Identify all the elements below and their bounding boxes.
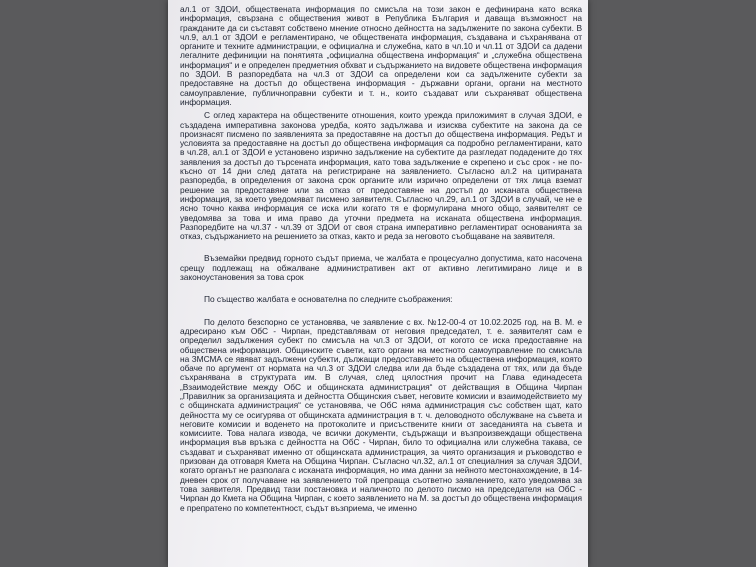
- paragraph-1: ал.1 от ЗДОИ, обществената информация по смисъла на този закон е дефинирана като всяка информация, свързана с обществения живот в Република България и даваща възможност на гражданите да си съставят собствено мнение относно дейността на задължените по закона субекти. В чл.9, ал.1 от ЗДОИ е регламентирано, че обществената информация, създавана и съхранявана от органите и техните администрации, е официална и служебна, като в чл.10 и чл.11 от ЗДОИ са дадени легалните дефиниции на понятията „официална обществена информация“ и „служебна обществена информация“ и е определен предметния обхват и съдържанието на видовете обществена информация по ЗДОИ. В разпоредбата на чл.3 от ЗДОИ са определени кои са задължените субекти за предоставяне на достъп до обществена информация - държавни органи, органи на местното самоуправление, публичноправни субекти и т. н., които създават или съхраняват обществена информация.: [180, 4, 582, 107]
- paragraph-2: С оглед характера на обществените отношения, които урежда приложимият в случая ЗДОИ, е създадена императивна законова уредба, която задължава и изисква субектите на закона да се произнасят писмено по заявленията за предоставяне на достъп до обществена информация. Редът и условията за предоставяне на достъп до обществена информация са подробно регламентирани, като в чл.28, ал.1 от ЗДОИ е установено изрично задължение на субектите да разгледат подадените до тях заявления за достъп до търсената информация, като това задължение е скрепено и със срок - не по-късно от 14 дни след датата на регистриране на заявлението. Съгласно ал.2 на цитираната разпоредба, в определения от закона срок органите или изрично определени от тях лица вземат решение за предоставяне или за отказ от предоставяне на достъп до исканата обществена информация, за което уведомяват писмено заявителя. Съгласно чл.29, ал.1 от ЗДОИ в случай, че не е ясно точно каква информация се иска или когато тя е формулирана много общо, заявителят се уведомява за това и има право да уточни предмета на исканата обществена информация. Разпоредбите на чл.37 - чл.39 от ЗДОИ от своя страна императивно регламентират основанията за отказ, съдържанието на решението за отказ, както и реда за неговото съобщаване на заявителя.: [180, 110, 582, 242]
- document-body: [180, 5, 582, 521]
- paragraph-3: Въземайки предвид горното съдът приема, че жалбата е процесуално допустима, като насочена срещу подлежащ на обжалване административен акт от активно легитимирано лице и в законоустановения за това срок: [180, 253, 582, 283]
- paragraph-4: По същество жалбата е основателна по следните съображения:: [204, 294, 453, 305]
- paragraph-5: По делото безспорно се установява, че заявление с вх. №12-00-4 от 10.02.2025 год. на В. М. е адресирано към ОбС - Чирпан, представлявам от неговия председател, т. е. заявителят сам е определил задължения субект по смисъла на чл.3 от ЗДОИ, от когото се иска предоставяне на обществена информация. Общинските съвети, като органи на местното самоуправление по смисъла на ЗМСМА се явяват задължени субекти, дължащи предоставянето на обществена информация, която обаче по аргумент от нормата на чл.3 от ЗДОИ следва или да бъде създадена от тях, или да бъде съхранявана в структурата им. В случая, след цялостния прочит на Глава единадесета „Взаимодействие между ОбС и общинската администрация“ от действащия в Община Чирпан „Правилник за организацията и дейността Общинския съвет, неговите комисии и взаимодействието му с общинската администрация“ се установява, че ОбС няма администрация със собствен щат, като дейността му се осигурява от общинската администрация в т. ч. деловодното обслужване на съвета и неговите комисии и воденето на протоколите и присъствените книги от заседанията на съвета и комисиите. Това налага извода, че всички документи, съдържащи и възпроизвеждащи обществена информация във връзка с дейността на ОбС - Чирпан, било то официална или служебна такава, се създават и съхраняват именно от общинската администрация, за чиято организация и ръководство е призован да отговаря Кмета на Община Чирпан. Съгласно чл.32, ал.1 от специалния за случая ЗДОИ, когато органът не разполага с исканата информация, но има данни за нейното местонахождение, в 14-дневен срок от получаване на заявлението той препраща съответно заявлението, като уведомява за това заявителя. Предвид тази постановка и наличното по делото писмо на председателя на ОбС - Чирпан до Кмета на Община Чирпан, с което заявлението на М. за достъп до обществена информация е препратено по компетентност, съдът възприема, че именно: [180, 316, 582, 513]
- document-page: [168, 0, 588, 567]
